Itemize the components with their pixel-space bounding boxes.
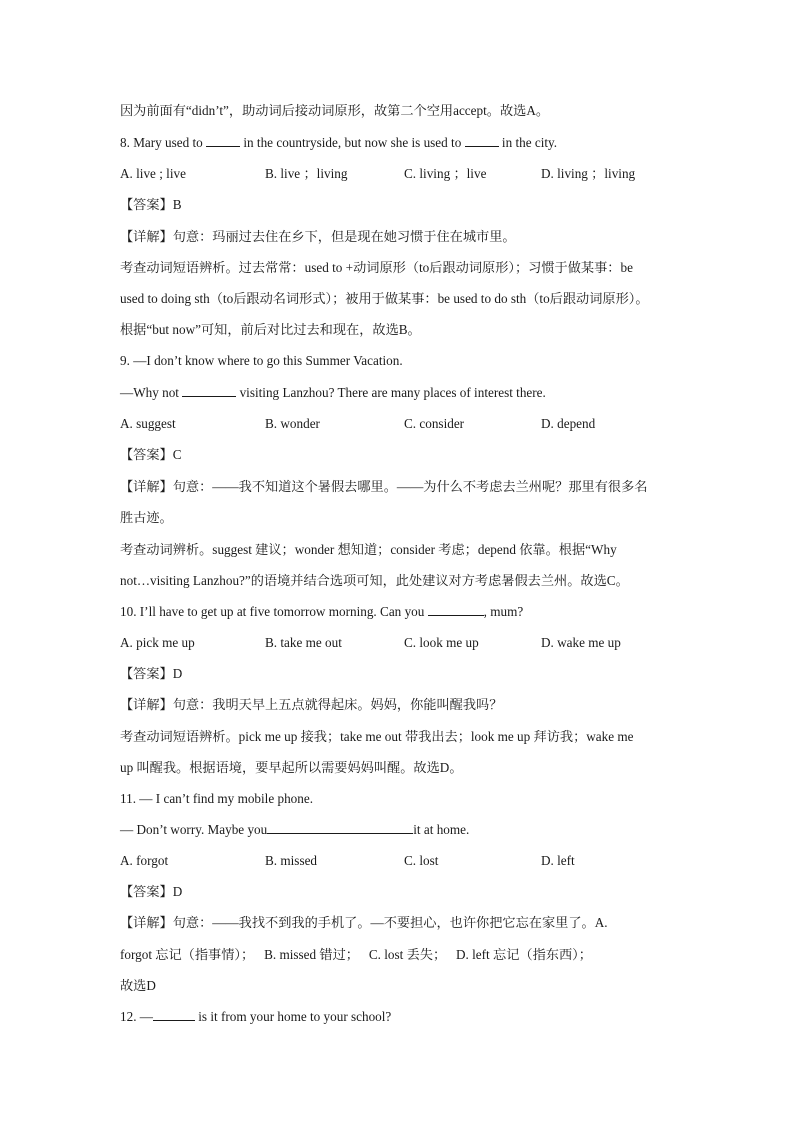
option-d: D. depend [541,416,596,431]
option-c: C. look me up [404,635,479,650]
option-b: B. take me out [265,635,342,650]
answer-label: 【答案】C [120,447,182,462]
explanation-line: 【详解】句意：玛丽过去住在乡下，但是现在她习惯于住在城市里。 [120,229,516,244]
question-10: 10. I’ll have to get up at five tomorrow morning. Can you , mum? [120,604,524,619]
explanation-line: used to doing sth（to后跟动名词形式）；被用于做某事：be used to do sth（to后跟动词原形）。 [120,291,649,306]
answer-label: 【答案】D [120,884,183,899]
answer-blank [267,820,413,834]
explanation-line: up 叫醒我。根据语境，要早起所以需要妈妈叫醒。故选D。 [120,760,463,775]
explanation-line: 故选D [120,978,156,993]
option-a: A. pick me up [120,635,195,650]
answer-blank [465,133,499,147]
option-b: B. live ；living [265,166,348,181]
question-8 [120,133,700,153]
question-11-response: — Don’t worry. Maybe you it at home. [120,822,470,837]
explanation-line: 考查动词辨析。suggest 建议；wonder 想知道；consider 考虑；depend 依靠。根据“Why [120,542,617,557]
explanation-line: 考查动词短语辨析。pick me up 接我；take me out 带我出去；look me up 拜访我；wake me [120,729,634,744]
question-12: 12. — is it from your home to your school? [120,1009,392,1024]
option-b: B. missed [265,853,318,868]
answer-blank [206,133,240,147]
answer-blank [153,1007,195,1021]
option-a: A. forgot [120,853,169,868]
explanation-line: 【详解】句意：——我不知道这个暑假去哪里。——为什么不考虑去兰州呢？那里有很多名 [120,479,648,494]
explanation-line: forgot 忘记（指事情）； B. missed 错过； C. lost 丢失； D. left 忘记（指东西）； [120,947,592,962]
option-b: B. wonder [265,416,320,431]
answer-label: 【答案】B [120,197,182,212]
question-text: 8. Mary used to [120,135,203,150]
explanation-line: 因为前面有“didn’t”，助动词后接动词原形，故第二个空用accept。故选A。 [120,103,550,118]
option-c: C. consider [404,416,465,431]
option-a: A. suggest [120,416,176,431]
option-d: D. living ；living [541,166,636,181]
question-9-response: —Why not visiting Lanzhou? There are many places of interest there. [120,385,546,400]
answer-blank [182,383,236,397]
explanation-line: 胜古迹。 [120,510,173,525]
question-11: 11. — I can’t find my mobile phone. [120,791,314,806]
answer-blank [428,602,484,616]
explanation-line: 根据“but now”可知，前后对比过去和现在，故选B。 [120,322,421,337]
explanation-line: 【详解】句意：我明天早上五点就得起床。妈妈，你能叫醒我吗？ [120,697,503,712]
question-text: in the countryside, but now she is used to [243,135,462,150]
option-c: C. lost [404,853,439,868]
explanation-line: 【详解】句意：——我找不到我的手机了。—不要担心，也许你把它忘在家里了。A. [120,915,608,930]
question-9: 9. —I don’t know where to go this Summer Vacation. [120,353,403,368]
question-text: in the city. [501,135,558,150]
option-c: C. living ；live [404,166,487,181]
option-a: A. live ; live [120,166,186,181]
explanation-line: 考查动词短语辨析。过去常常：used to +动词原形（to后跟动词原形）；习惯于做某事：be [120,260,633,275]
explanation-line: not…visiting Lanzhou?”的语境并结合选项可知，此处建议对方考虑暑假去兰州。故选C。 [120,573,629,588]
option-d: D. left [541,853,575,868]
option-d: D. wake me up [541,635,621,650]
answer-label: 【答案】D [120,666,183,681]
